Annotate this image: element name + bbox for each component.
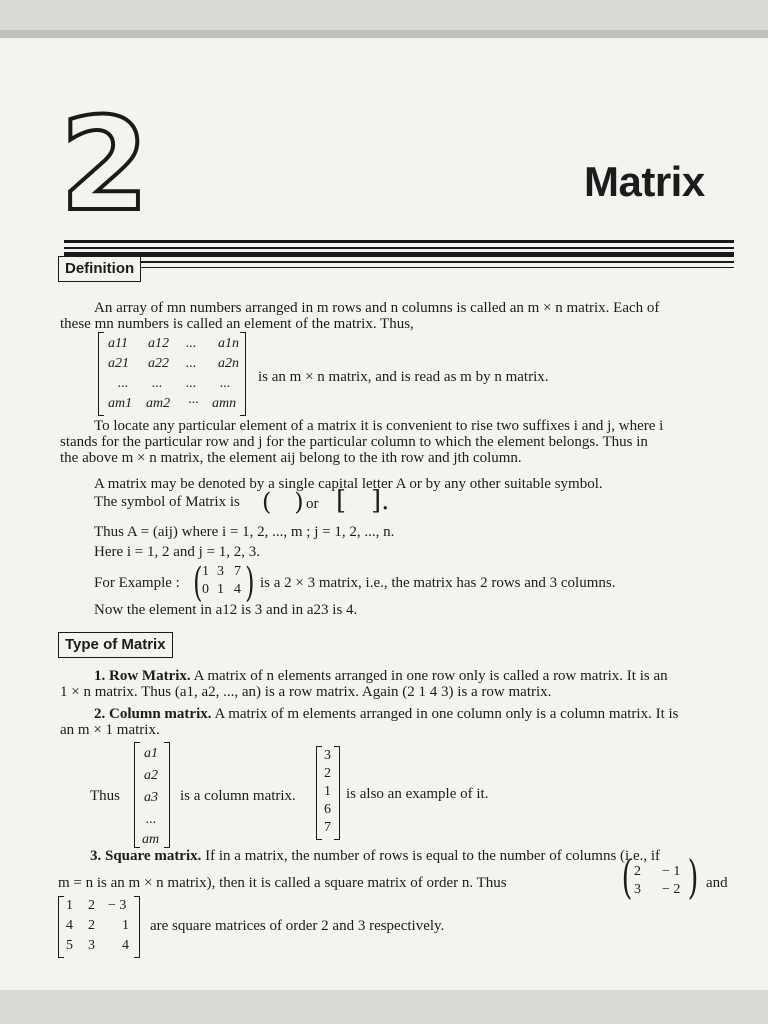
definition-para-1-line-2: these mn numbers is called an element of the matrix. Thus,	[60, 316, 414, 332]
matrix-cell: 2	[324, 766, 331, 781]
example-label: For Example :	[94, 575, 180, 591]
matrix-cell: ···	[188, 396, 199, 411]
numeric-column-right-bracket	[334, 746, 340, 840]
matrix-cell: 4	[234, 582, 241, 597]
column-matrix-text: A matrix of m elements arranged in one column only is a column matrix. It is	[214, 706, 679, 722]
chapter-title: Matrix	[584, 158, 705, 205]
matrix-cell: a1n	[218, 336, 239, 351]
definition-para-2-line-1: To locate any particular element of a matrix it is convenient to rise two suffixes i and j, where i	[94, 418, 664, 434]
matrix-cell: 3	[88, 938, 95, 953]
matrix-cell: ...	[152, 376, 163, 391]
matrix-cell: − 3	[108, 898, 127, 913]
definition-para-5: Here i = 1, 2 and j = 1, 2, 3.	[94, 544, 261, 560]
matrix-cell: 1	[217, 582, 224, 597]
or-text: or	[306, 496, 319, 512]
square-matrix-text: If in a matrix, the number of rows is equal to the number of columns (i.e., if	[205, 848, 661, 864]
matrix-cell: am	[142, 832, 160, 847]
matrix-cell: a12	[148, 336, 169, 351]
matrix-cell: am1	[108, 396, 133, 411]
matrix-cell: a22	[148, 356, 169, 371]
matrix-cell: a2n	[218, 356, 239, 371]
column-thus: Thus	[90, 788, 120, 804]
matrix-cell: 4	[66, 918, 73, 933]
row-matrix-text: A matrix of n elements arranged in one row only is called a row matrix. It is an	[193, 668, 668, 684]
matrix-cell: am2	[146, 396, 171, 411]
matrix-cell: 5	[66, 938, 73, 953]
matrix-cell: amn	[212, 396, 237, 411]
row-matrix-line-1	[94, 668, 668, 684]
column-matrix-line-2: an m × 1 matrix.	[60, 722, 160, 738]
column-caption-1: is a column matrix.	[180, 788, 296, 804]
row-matrix-title: 1. Row Matrix.	[94, 668, 191, 684]
definition-para-2-line-2: stands for the particular row and j for the particular column to which the element belongs. Thus in	[60, 434, 648, 450]
matrix-right-bracket	[240, 332, 246, 416]
definition-para-1-line-1: An array of mn numbers arranged in m rows and n columns is called an m × n matrix. Each of	[94, 300, 660, 316]
matrix-cell: 2	[634, 864, 641, 879]
example-right-paren: )	[245, 560, 255, 606]
matrix-cell: 2	[88, 918, 95, 933]
matrix-cell: 6	[324, 802, 331, 817]
matrix-cell: a21	[108, 356, 129, 371]
definition-heading: Definition	[58, 256, 141, 282]
definition-para-2-line-3: the above m × n matrix, the element aij belong to the ith row and jth column.	[60, 450, 522, 466]
matrix-cell: 3	[634, 882, 641, 897]
column-matrix-title: 2. Column matrix.	[94, 706, 212, 722]
definition-para-4: Thus A = (aij) where i = 1, 2, ..., m ; j = 1, 2, ..., n.	[94, 524, 395, 540]
matrix-cell: 1	[324, 784, 331, 799]
matrix-cell: a1	[144, 746, 158, 761]
matrix-cell: ...	[220, 376, 231, 391]
general-matrix	[108, 332, 248, 416]
matrix-cell: ...	[186, 336, 197, 351]
matrix-cell: ...	[146, 812, 157, 827]
page-edge	[0, 30, 768, 38]
matrix-cell: 1	[122, 918, 129, 933]
matrix-cell: − 2	[662, 882, 681, 897]
square-caption: are square matrices of order 2 and 3 respectively.	[150, 918, 445, 934]
paren-symbol: ( )	[262, 488, 304, 516]
square-matrix-2x2	[634, 864, 694, 900]
bracket-symbol: [ ].	[336, 486, 390, 516]
matrix-cell: 7	[324, 820, 331, 835]
square-2x2-left-paren: (	[621, 850, 633, 904]
matrix-cell: a11	[108, 336, 128, 351]
textbook-page	[0, 30, 768, 990]
square-matrix-line-1	[90, 848, 660, 864]
matrix-caption: is an m × n matrix, and is read as m by n matrix.	[258, 369, 549, 385]
definition-para-3-line-2: The symbol of Matrix is	[94, 494, 240, 510]
matrix-cell: 1	[202, 564, 209, 579]
square-matrix-line-2: m = n is an m × n matrix), then it is called a square matrix of order n. Thus	[58, 875, 507, 891]
square-matrix-3x3	[64, 896, 144, 958]
matrix-cell: ...	[186, 356, 197, 371]
symbolic-column-matrix	[142, 742, 166, 848]
matrix-cell: 1	[66, 898, 73, 913]
square-and: and	[706, 875, 728, 891]
matrix-cell: 3	[324, 748, 331, 763]
square-matrix-title: 3. Square matrix.	[90, 848, 202, 864]
matrix-cell: 2	[88, 898, 95, 913]
row-matrix-line-2: 1 × n matrix. Thus (a1, a2, ..., an) is a row matrix. Again (2 1 4 3) is a row matrix.	[60, 684, 552, 700]
square-3x3-right-bracket	[134, 896, 140, 958]
example-caption: is a 2 × 3 matrix, i.e., the matrix has 2 rows and 3 columns.	[260, 575, 616, 591]
column-matrix-left-bracket	[134, 742, 140, 848]
column-matrix-right-bracket	[164, 742, 170, 848]
matrix-cell: ...	[118, 376, 129, 391]
matrix-left-bracket	[98, 332, 104, 416]
example-left-paren: (	[193, 560, 203, 606]
type-of-matrix-heading: Type of Matrix	[58, 632, 173, 658]
matrix-cell: a3	[144, 790, 158, 805]
matrix-cell: 3	[217, 564, 224, 579]
column-matrix-line-1	[94, 706, 679, 722]
matrix-cell: 7	[234, 564, 241, 579]
matrix-cell: ...	[186, 376, 197, 391]
square-2x2-right-paren: )	[687, 850, 699, 904]
matrix-cell: a2	[144, 768, 158, 783]
definition-para-3-line-1: A matrix may be denoted by a single capital letter A or by any other suitable symbol.	[94, 476, 603, 492]
chapter-number: 2	[60, 91, 150, 240]
matrix-cell: 4	[122, 938, 129, 953]
definition-para-6: Now the element in a12 is 3 and in a23 is 4.	[94, 602, 358, 618]
matrix-cell: − 1	[662, 864, 681, 879]
title-rules	[64, 240, 734, 276]
column-caption-2: is also an example of it.	[346, 786, 489, 802]
matrix-cell: 0	[202, 582, 209, 597]
